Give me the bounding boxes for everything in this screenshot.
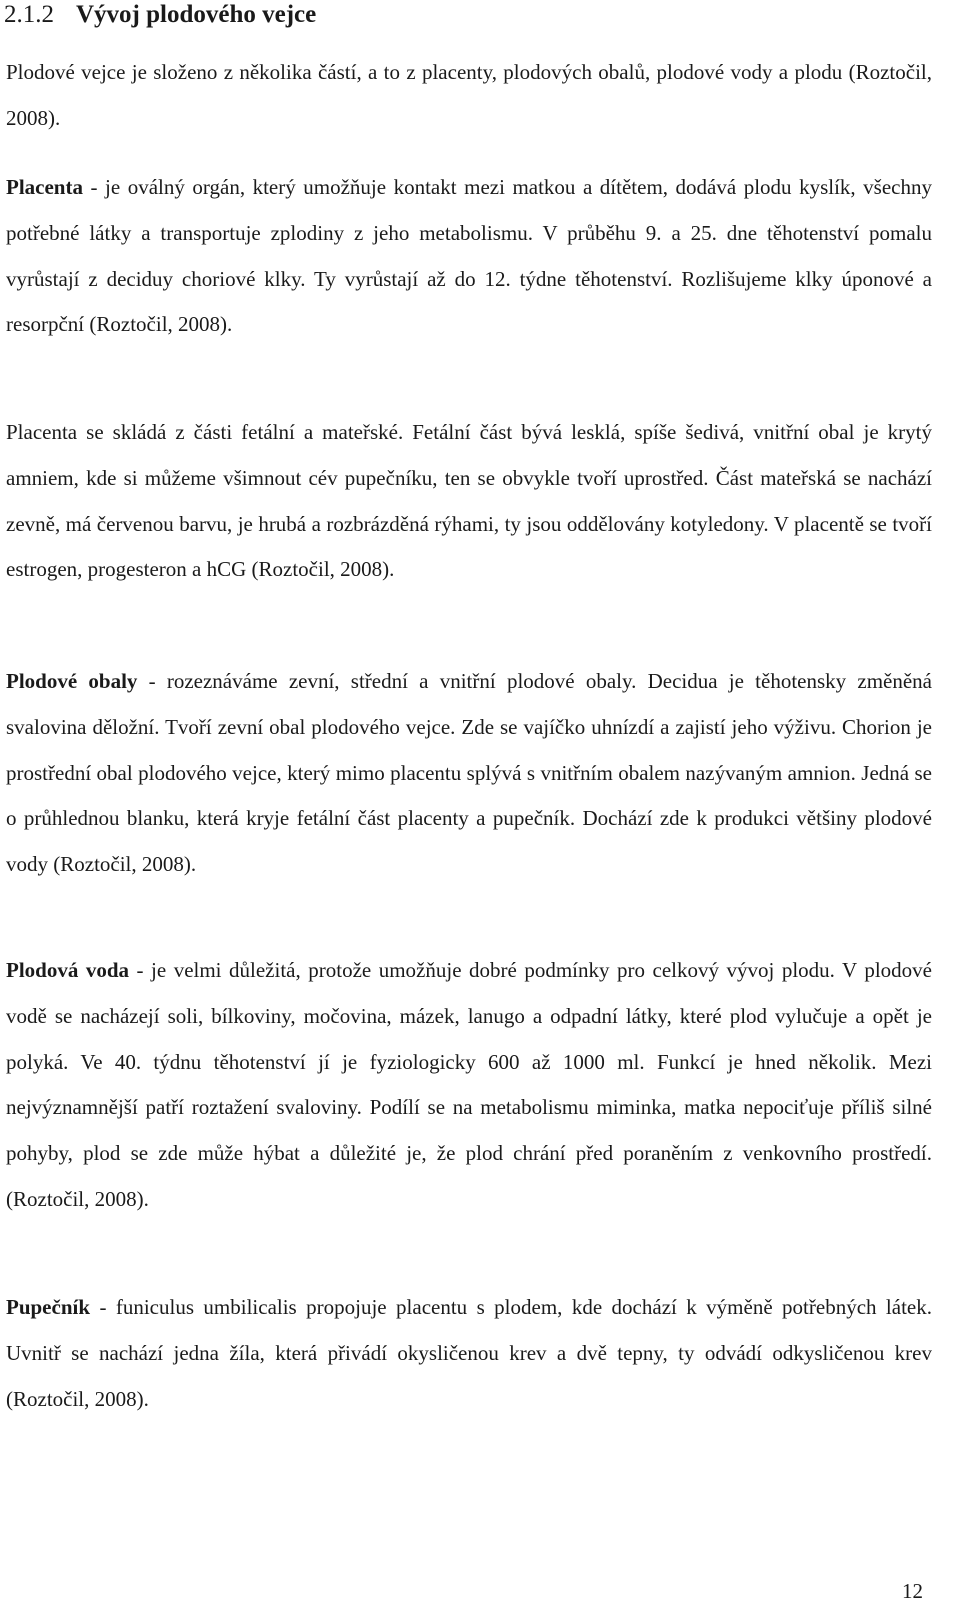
paragraph-intro (6, 50, 932, 142)
paragraph-text: - funiculus umbilicalis propojuje placentu s plodem, kde dochází k výměně potřebných látek. Uvnitř se nachází jedna žíla, která přivádí okysličenou krev a dvě tepny, ty odvádí odkysličenou krev (Roztočil, 2008). (6, 1295, 932, 1411)
paragraph-text: Plodové vejce je složeno z několika částí, a to z placenty, plodových obalů, plodové vody a plodu (Roztočil, 2008). (6, 60, 932, 130)
section-heading (4, 0, 316, 32)
paragraph-lead: Plodová voda (6, 958, 130, 982)
page-number: 12 (902, 1579, 923, 1603)
paragraph-lead: Plodové obaly (6, 669, 138, 693)
paragraph-text: - je velmi důležitá, protože umožňuje dobré podmínky pro celkový vývoj plodu. V plodové vodě se nacházejí soli, bílkoviny, močovina, mázek, lanugo a odpadní látky, které plod vylučuje a opět je polyká. Ve 40. týdnu těhotenství jí je fyziologicky 600 až 1000 ml. Funkcí je hned několik. Mezi nejvýznamnější patří roztažení svaloviny. Podílí se na metabolismu miminka, matka nepociťuje příliš silné pohyby, plod se zde může hýbat a důležité je, že plod chrání před poraněním z venkovního prostředí. (Roztočil, 2008). (6, 958, 932, 1211)
paragraph-plodove-obaly (6, 659, 932, 888)
section-number: 2.1.2 (4, 1, 54, 28)
paragraph-text: - rozeznáváme zevní, střední a vnitřní plodové obaly. Decidua je těhotensky změněná svalovina děložní. Tvoří zevní obal plodového vejce. Zde se vajíčko uhnízdí a zajistí jeho výživu. Chorion je prostřední obal plodového vejce, který mimo placentu splývá s vnitřním obalem nazývaným amnion. Jedná se o průhlednou blanku, která kryje fetální část placenty a pupečník. Dochází zde k produkci většiny plodové vody (Roztočil, 2008). (6, 669, 932, 877)
paragraph-pupecnik (6, 1285, 932, 1422)
paragraph-text: Placenta se skládá z části fetální a mateřské. Fetální část bývá lesklá, spíše šedivá, vnitřní obal je krytý amniem, kde si můžeme všimnout cév pupečníku, ten se obvykle tvoří uprostřed. Část mateřská se nachází zevně, má červenou barvu, je hrubá a rozbrázděná rýhami, ty jsou oddělovány kotyledony. V placentě se tvoří estrogen, progesteron a hCG (Roztočil, 2008). (6, 420, 932, 582)
paragraph-placenta (6, 165, 932, 348)
paragraph-lead: Placenta (6, 175, 83, 199)
paragraph-placenta-parts (6, 410, 932, 593)
section-title: Vývoj plodového vejce (76, 1, 317, 28)
paragraph-plodova-voda (6, 948, 932, 1223)
paragraph-lead: Pupečník (6, 1295, 91, 1319)
paragraph-text: - je oválný orgán, který umožňuje kontakt mezi matkou a dítětem, dodává plodu kyslík, všechny potřebné látky a transportuje zplodiny z jeho metabolismu. V průběhu 9. a 25. dne těhotenství pomalu vyrůstají z deciduy choriové klky. Ty vyrůstají až do 12. týdne těhotenství. Rozlišujeme klky úponové a resorpční (Roztočil, 2008). (6, 175, 932, 337)
